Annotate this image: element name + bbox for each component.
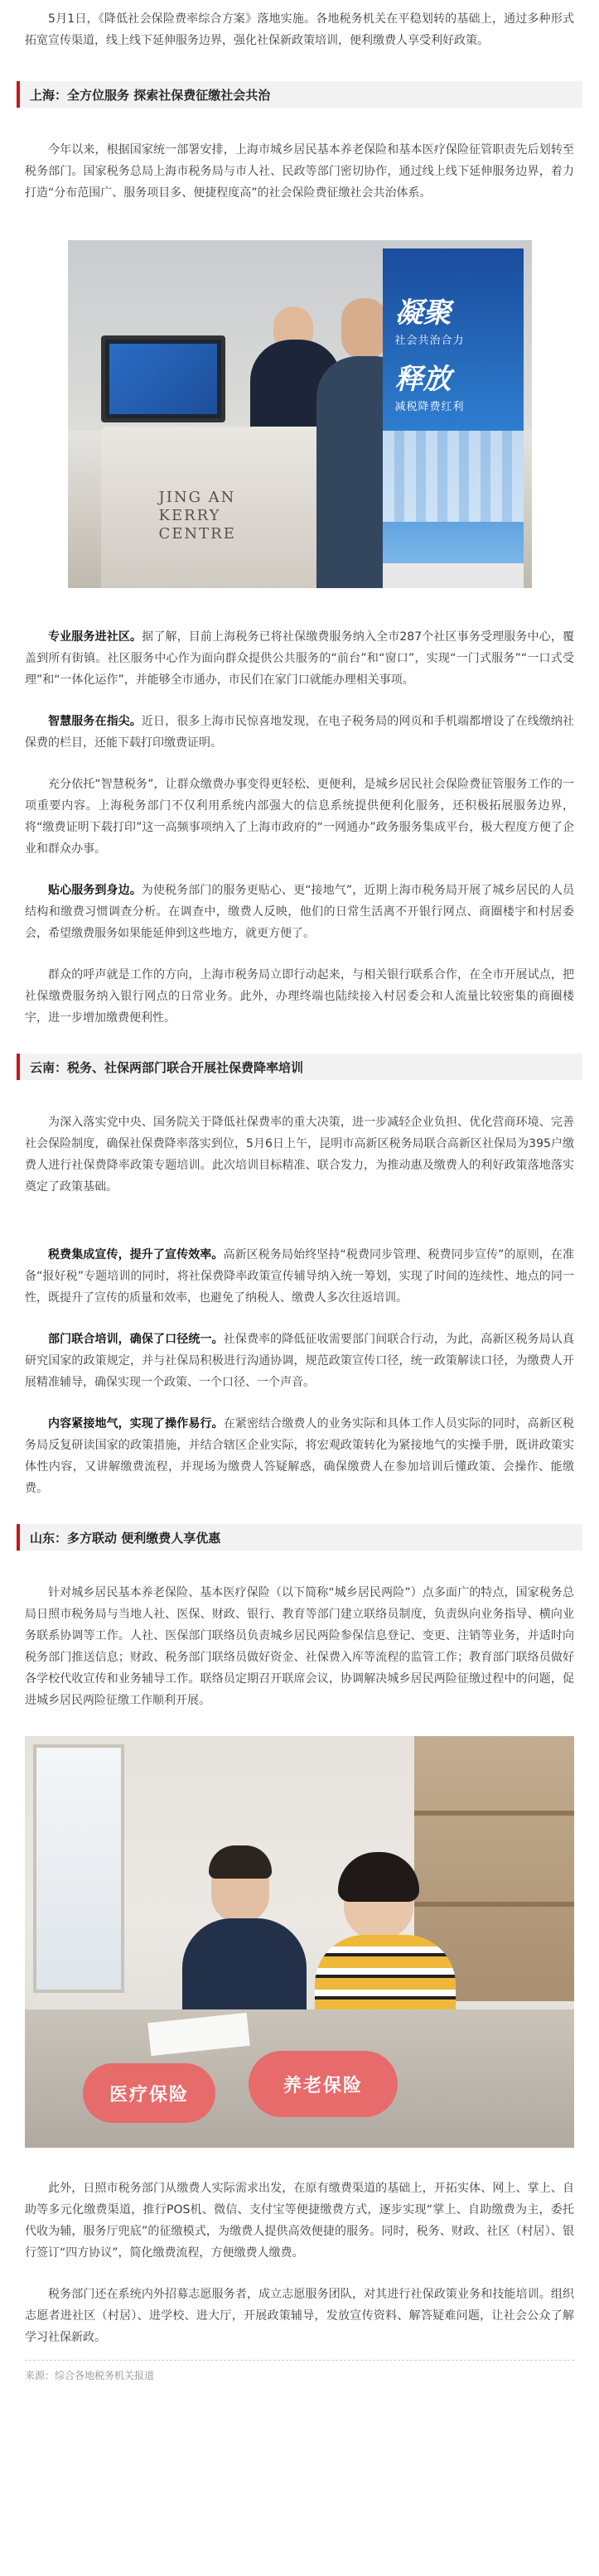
yunnan-item-2: 部门联合培训，确保了口径统一。社保费率的降低征收需要部门间联合行动，为此，高新区税务局认真研究国家的政策规定，并与社保局积极进行沟通协调，规范政策宣传口径，统一政策解读口径，为缴费人开展精准辅导，确保实现一个政策、一个口径、一个声音。 xyxy=(25,1333,575,1389)
shandong-intro-paragraph: 针对城乡居民基本养老保险、基本医疗保险（以下简称“城乡居民两险”）点多面广的特点，国家税务总局日照市税务局与当地人社、医保、财政、银行、教育等部门建立联络员制度，负责纵向业务指导、横向业务联系协调等工作。人社、医保部门联络员负责城乡居民两险参保信息登记、变更、注销等业务，并适时向税务部门推送信息；财政、税务部门联络员做好资金、社保费入库等流程的监管工作；教育部门联络员做好各学校代收宣传和业务辅导工作。联络员定期召开联席会议，协调解决城乡居民两险征缴过程中的问题，促进城乡居民两险征缴工作顺利开展。 xyxy=(25,1586,574,1707)
counter-logo: JING AN KERRY CENTRE xyxy=(158,489,236,543)
shanghai-item-5: 群众的呼声就是工作的方向，上海市税务局立即行动起来，与相关银行联系合作，在全市开展试点，把社保缴费服务纳入银行网点的日常业务。此外，办理终端也陆续接入村居委会和人流量比较密集的商圈楼宇，进一步增加缴费便利性。 xyxy=(25,968,574,1025)
section-heading-text: 云南：税务、社保两部门联合开展社保费降率培训 xyxy=(30,1059,304,1075)
intro-paragraph: 5月1日，《降低社会保险费率综合方案》落地实施。各地税务机关在平稳划转的基础上，通过多种形式拓宽宣传渠道，线上线下延伸服务边界，强化社保新政策培训，便利缴费人享受利好政策。 xyxy=(25,12,574,47)
source-divider xyxy=(25,2360,574,2384)
yunnan-item-1: 税费集成宣传，提升了宣传效率。高新区税务局始终坚持“税费同步管理、税费同步宣传”的原则，在准备“报好税”专题培训的同时，将社保费降率政策宣传辅导纳入统一筹划，实现了时间的连续性、地点的同一性，既提升了宣传的质量和效率，也避免了纳税人、缴费人多次往返培训。 xyxy=(25,1248,574,1305)
shanghai-item-1: 专业服务进社区。据了解，目前上海税务已将社保缴费服务纳入全市287个社区事务受理服务中心，覆盖到所有街镇。社区服务中心作为面向群众提供公共服务的“前台”和“窗口”，实现“一门式服务”“一口式受理”和“一体化运作”，并能够全市通办，市民们在家门口就能办理相关事项。 xyxy=(25,630,574,687)
section-heading-text: 山东：多方联动 便利缴费人享优惠 xyxy=(30,1530,221,1546)
shandong-item-2: 税务部门还在系统内外招募志愿服务者，成立志愿服务团队，对其进行社保政策业务和技能培训。组织志愿者进社区（村居）、进学校、进大厅，开展政策辅导，发放宣传资料、解答疑难问题，让社会公众了解学习社保新政。 xyxy=(25,2288,574,2344)
poster-text-4: 减税降费红利 xyxy=(394,401,465,413)
shanghai-item-2: 智慧服务在指尖。近日，很多上海市民惊喜地发现，在电子税务局的网页和手机端都增设了在线缴纳社保费的栏目，还能下载打印缴费证明。 xyxy=(25,715,575,750)
section-heading-shanghai xyxy=(17,81,582,108)
shanghai-item-3: 充分依托“智慧税务”，让群众缴费办事变得更轻松、更便利，是城乡居民社会保险费征管服务工作的一项重要内容。上海税务部门不仅利用系统内部强大的信息系统提供便利化服务，还积极拓展服务边界，将“缴费证明下载打印”这一高频事项纳入了上海市政府的“一网通办”政务服务集成平台，极大程度方便了企业和群众办事。 xyxy=(25,778,574,856)
source-note: 来源：综合各地税务机关报道 xyxy=(25,2370,155,2381)
shanghai-service-photo xyxy=(68,240,532,588)
medical-insurance-sign: 医疗保险 xyxy=(83,2063,215,2123)
shanghai-item-4: 贴心服务到身边。为使税务部门的服务更贴心、更“接地气”，近期上海市税务局开展了城乡居民的人员结构和缴费习惯调查分析。在调查中，缴费人反映，他们的日常生活离不开银行网点、商圈楼宇和村居委会，希望缴费服务如果能延伸到这些地方，就更方便了。 xyxy=(25,884,574,940)
section-heading-yunnan xyxy=(17,1054,582,1080)
yunnan-intro-paragraph: 为深入落实党中央、国务院关于降低社保费率的重大决策，进一步减轻企业负担、优化营商环境、完善社会保险制度，确保社保费降率落实到位，5月6日上午，昆明市高新区税务局联合高新区社保局为395户缴费人进行社保费降率政策专题培训。此次培训目标精准、联合发力，为推动惠及缴费人的利好政策落地落实奠定了政策基础。 xyxy=(25,1116,574,1194)
section-heading-shandong xyxy=(17,1524,582,1551)
shandong-item-1: 此外，日照市税务部门从缴费人实际需求出发，在原有缴费渠道的基础上，开拓实体、网上、掌上、自助等多元化缴费渠道，推行POS机、微信、支付宝等便捷缴费方式，逐步实现“掌上、自助缴费为主，委托代收为辅，服务厅兜底”的征缴模式，为缴费人提供高效便捷的服务。同时，税务、财政、社区（村居）、银行签订“四方协议”，简化缴费流程，方便缴费人缴费。 xyxy=(25,2182,574,2260)
yunnan-item-3: 内容紧接地气，实现了操作易行。在紧密结合缴费人的业务实际和具体工作人员实际的同时，高新区税务局反复研读国家的政策措施，并结合辖区企业实际，将宏观政策转化为紧接地气的实操手册，既讲政策实体性内容，又讲解缴费流程，并现场为缴费人答疑解惑，确保缴费人在参加培训后懂政策、会操作、能缴费。 xyxy=(25,1417,575,1495)
poster-text-1: 凝聚 xyxy=(394,297,452,330)
shanghai-intro-paragraph: 今年以来，根据国家统一部署安排，上海市城乡居民基本养老保险和基本医疗保险征管职责先后划转至税务部门。国家税务总局上海市税务局与市人社、民政等部门密切协作，通过线上线下延伸服务边界，着力打造“分布范围广、服务项目多、便捷程度高”的社会保险费征缴社会共治体系。 xyxy=(25,143,574,200)
shandong-service-photo xyxy=(25,1736,574,2148)
poster-text-3: 释放 xyxy=(394,363,452,396)
section-heading-text: 上海：全方位服务 探索社保费征缴社会共治 xyxy=(30,87,271,103)
pension-insurance-sign: 养老保险 xyxy=(249,2051,398,2117)
window xyxy=(33,1744,124,1993)
poster-text-2: 社会共治合力 xyxy=(394,335,465,347)
monitor xyxy=(101,335,225,422)
